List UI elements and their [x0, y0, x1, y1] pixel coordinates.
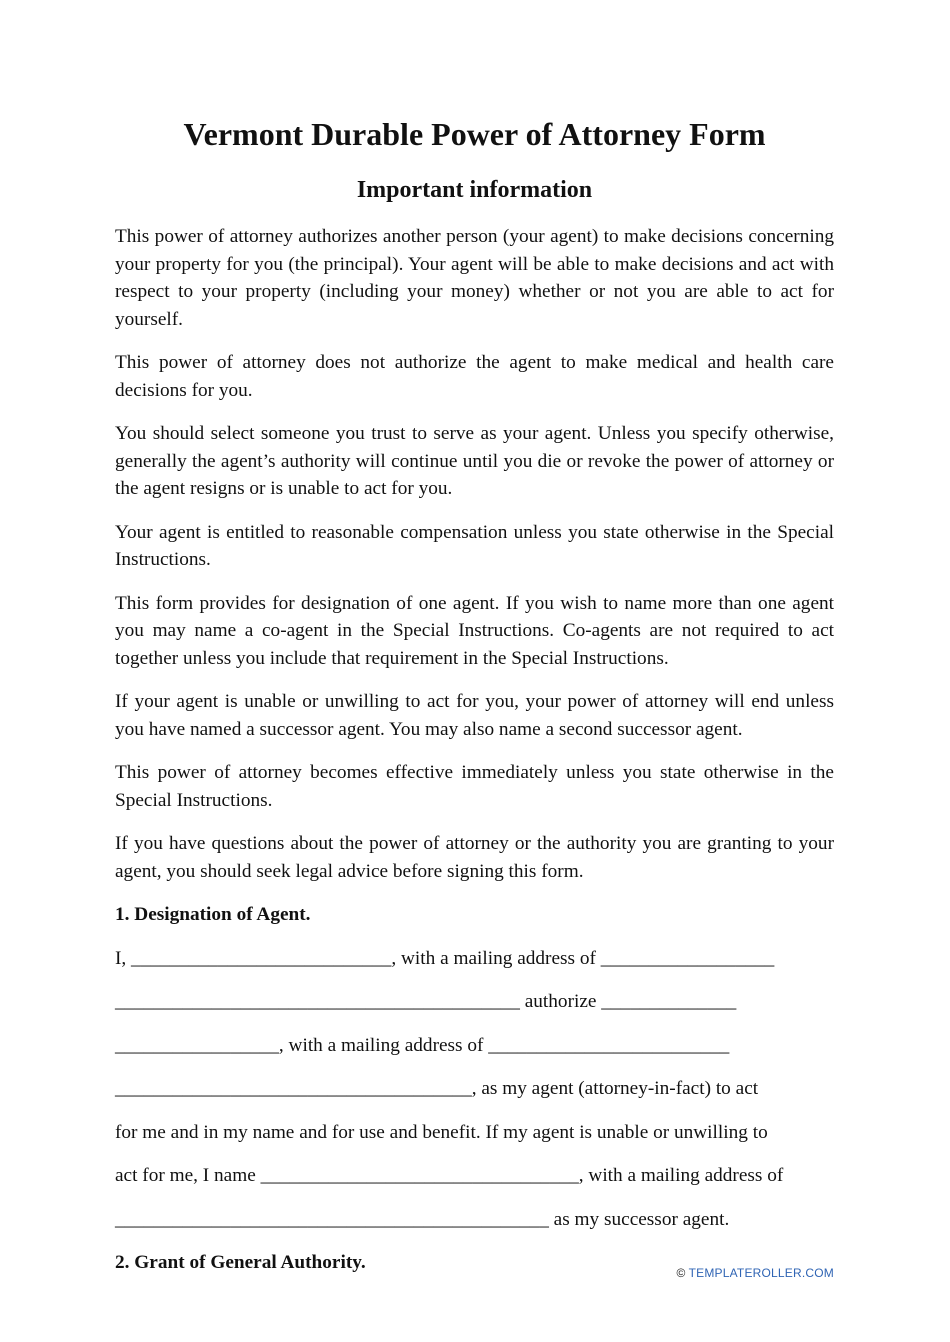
paragraph-6: If your agent is unable or unwilling to act for you, your power of attorney will end unless you have named a successor agent. You may also name a second successor agent.	[115, 691, 834, 740]
paragraph-1: This power of attorney authorizes another person (your agent) to make decisions concerning your property for you (the principal). Your agent will be able to make decisions and act with respect to your property (including your money) whether or not you are able to act for yourself.	[115, 226, 834, 330]
fill-line-3: _________________, with a mailing address of _________________________	[115, 1034, 730, 1056]
copyright-symbol: ©	[676, 1266, 686, 1280]
fill-line-2: __________________________________________ authorize ______________	[115, 991, 737, 1012]
paragraph-4: Your agent is entitled to reasonable compensation unless you state otherwise in the Special Instructions.	[115, 521, 834, 570]
paragraph-8: If you have questions about the power of attorney or the authority you are granting to your agent, you should seek legal advice before signing this form.	[115, 833, 834, 882]
document-subtitle: Important information	[356, 177, 593, 203]
paragraph-5: This form provides for designation of one agent. If you wish to name more than one agent you may name a co-agent in the Special Instructions. Co-agents are not required to act together unless you include that requirement in the Special Instructions.	[115, 592, 834, 669]
paragraph-3: You should select someone you trust to serve as your agent. Unless you specify otherwise, generally the agent’s authority will continue until you die or revoke the power of attorney or the agent resigns or is unable to act for you.	[115, 423, 834, 499]
section-heading-designation: 1. Designation of Agent.	[115, 904, 311, 925]
fill-line-7: _____________________________________________ as my successor agent.	[115, 1208, 730, 1230]
footer-site-link[interactable]: TEMPLATEROLLER.COM	[688, 1266, 834, 1280]
document-title: Vermont Durable Power of Attorney Form	[183, 116, 766, 152]
designation-fill-in	[115, 945, 834, 1234]
document-body	[115, 223, 834, 1293]
fill-line-4: _____________________________________, as my agent (attorney-in-fact) to act	[115, 1078, 759, 1099]
fill-line-1: I, ___________________________, with a mailing address of __________________	[115, 947, 775, 969]
paragraph-2: This power of attorney does not authorize the agent to make medical and health care decisions for you.	[115, 352, 834, 401]
section-heading-general-authority: 2. Grant of General Authority.	[115, 1252, 366, 1273]
footer-credit	[677, 1266, 834, 1280]
paragraph-7: This power of attorney becomes effective immediately unless you state otherwise in the Special Instructions.	[115, 762, 834, 811]
fill-line-6: act for me, I name _________________________________, with a mailing address of	[115, 1165, 784, 1186]
fill-line-5: for me and in my name and for use and benefit. If my agent is unable or unwilling to	[115, 1121, 768, 1143]
